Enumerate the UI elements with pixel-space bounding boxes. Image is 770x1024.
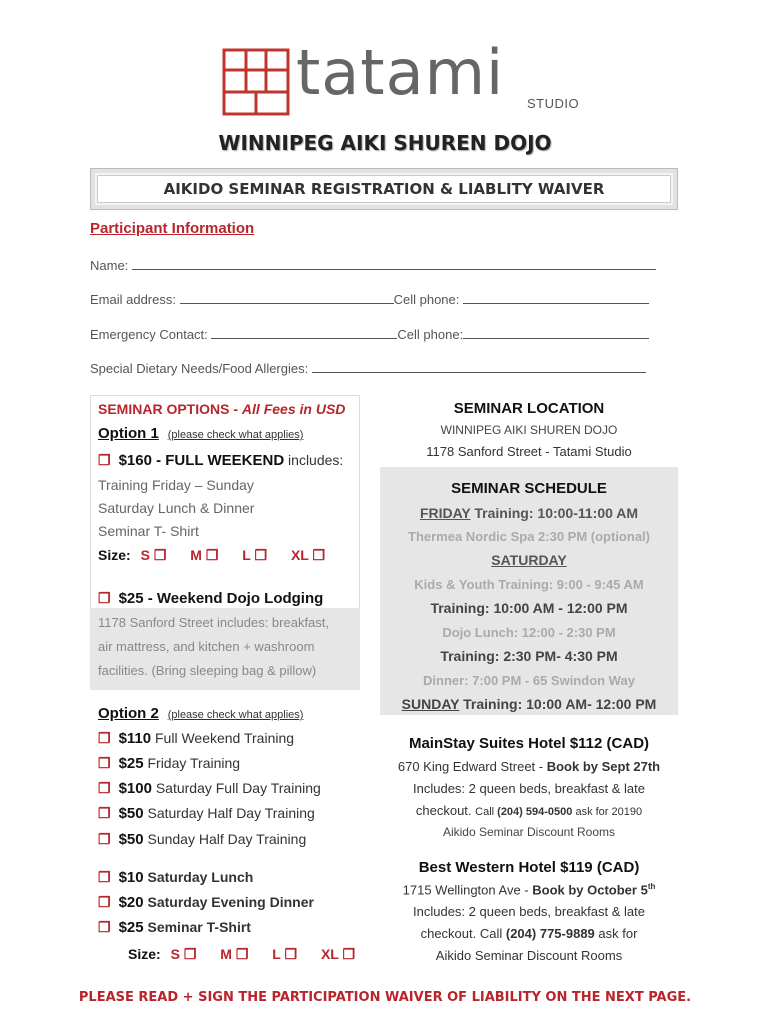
diet-line[interactable] xyxy=(312,361,646,373)
hotel-2-line3: Aikido Seminar Discount Rooms xyxy=(435,948,623,963)
size-xl[interactable]: XL ❒ xyxy=(320,946,356,962)
kids-training: Kids & Youth Training: 9:00 - 9:45 AM xyxy=(414,577,644,592)
option1-title: Option 1 (please check what applies) xyxy=(98,425,304,442)
dojo-title: WINNIPEG AIKI SHUREN DOJO xyxy=(218,131,552,155)
checkbox-icon[interactable]: ❒ xyxy=(98,452,111,468)
size-select-2: Size: S ❒ M ❒ L ❒ XL ❒ xyxy=(128,946,356,962)
option2-item[interactable]: ❒ $25 Friday Training xyxy=(98,755,241,772)
tatami-mat-icon xyxy=(222,48,290,116)
size-l[interactable]: L ❒ xyxy=(272,946,298,962)
hotel-1-line2: checkout. Call (204) 594-0500 ask for 20190 xyxy=(415,803,643,818)
form-title: AIKIDO SEMINAR REGISTRATION & LIABLITY WAIVER xyxy=(97,175,671,203)
emergency-label: Emergency Contact: xyxy=(90,327,208,342)
schedule-heading: SEMINAR SCHEDULE xyxy=(451,480,607,497)
extra-item[interactable]: ❒ $10 Saturday Lunch xyxy=(98,869,254,886)
hotel-1-line1: Includes: 2 queen beds, breakfast & late xyxy=(413,781,645,796)
hotel-2-name: Best Western Hotel $119 (CAD) xyxy=(418,859,640,876)
name-line[interactable] xyxy=(132,258,656,270)
emergency-row xyxy=(90,327,649,342)
checkbox-icon[interactable]: ❒ xyxy=(98,805,111,821)
seminar-options xyxy=(90,395,360,985)
option2-item[interactable]: ❒ $50 Sunday Half Day Training xyxy=(98,831,307,848)
options-heading: SEMINAR OPTIONS - All Fees in USD xyxy=(98,401,346,417)
cell-label-2: Cell phone: xyxy=(397,327,464,342)
checkbox-icon[interactable]: ❒ xyxy=(98,831,111,847)
diet-label: Special Dietary Needs/Food Allergies: xyxy=(90,361,309,376)
location-address: 1178 Sanford Street - Tatami Studio xyxy=(426,444,632,459)
tatami-logo xyxy=(222,36,592,118)
emergency-line[interactable] xyxy=(211,327,397,339)
lodging-option[interactable]: ❒ $25 - Weekend Dojo Lodging xyxy=(98,590,324,607)
seminar-info xyxy=(380,395,678,985)
location-name: WINNIPEG AIKI SHUREN DOJO xyxy=(440,423,618,437)
hotel-1-line3: Aikido Seminar Discount Rooms xyxy=(442,825,616,839)
option2-item[interactable]: ❒ $110 Full Weekend Training xyxy=(98,730,295,747)
hotel-2-line2: checkout. Call (204) 775-9889 ask for xyxy=(420,926,638,941)
size-xl[interactable]: XL ❒ xyxy=(290,547,326,563)
hotel-1-address: 670 King Edward Street - Book by Sept 27th xyxy=(397,759,661,774)
size-s[interactable]: S ❒ xyxy=(170,946,197,962)
spa-item: Thermea Nordic Spa 2:30 PM (optional) xyxy=(408,529,650,544)
option2-item[interactable]: ❒ $100 Saturday Full Day Training xyxy=(98,780,321,797)
size-m[interactable]: M ❒ xyxy=(220,946,249,962)
diet-row xyxy=(90,361,646,376)
checkbox-icon[interactable]: ❒ xyxy=(98,894,111,910)
name-label: Name: xyxy=(90,258,129,273)
logo-studio: STUDIO xyxy=(527,96,580,111)
extra-item[interactable]: ❒ $25 Seminar T-Shirt xyxy=(98,919,251,936)
email-line[interactable] xyxy=(180,292,394,304)
name-field[interactable] xyxy=(90,258,656,273)
option2-item[interactable]: ❒ $50 Saturday Half Day Training xyxy=(98,805,315,822)
size-select-1: Size: S ❒ M ❒ L ❒ XL ❒ xyxy=(98,547,326,563)
checkbox-icon[interactable]: ❒ xyxy=(98,730,111,746)
lodging-line: facilities. (Bring sleeping bag & pillow) xyxy=(98,663,317,678)
checkbox-icon[interactable]: ❒ xyxy=(98,919,111,935)
size-m[interactable]: M ❒ xyxy=(190,547,219,563)
logo-wordmark: tatami xyxy=(296,36,505,109)
lodging-line: 1178 Sanford Street includes: breakfast, xyxy=(98,615,330,630)
cell-label: Cell phone: xyxy=(393,292,460,307)
include-item: Saturday Lunch & Dinner xyxy=(98,500,255,516)
include-item: Training Friday – Sunday xyxy=(98,477,254,493)
checkbox-icon[interactable]: ❒ xyxy=(98,869,111,885)
extra-item[interactable]: ❒ $20 Saturday Evening Dinner xyxy=(98,894,314,911)
checkbox-icon[interactable]: ❒ xyxy=(98,780,111,796)
cell-line-2[interactable] xyxy=(463,327,649,339)
lodging-line: air mattress, and kitchen + washroom xyxy=(98,639,315,654)
location-heading: SEMINAR LOCATION xyxy=(453,400,605,417)
size-l[interactable]: L ❒ xyxy=(242,547,268,563)
saturday-training-2: Training: 2:30 PM- 4:30 PM xyxy=(440,648,618,664)
hotel-2-line1: Includes: 2 queen beds, breakfast & late xyxy=(413,904,645,919)
participant-heading: Participant Information xyxy=(90,220,255,237)
cell-line[interactable] xyxy=(463,292,649,304)
saturday-training-1: Training: 10:00 AM - 12:00 PM xyxy=(430,600,628,616)
sunday-training: SUNDAY Training: 10:00 AM- 12:00 PM xyxy=(401,696,657,712)
checkbox-icon[interactable]: ❒ xyxy=(98,755,111,771)
email-row xyxy=(90,292,649,307)
full-weekend-option[interactable]: ❒ $160 - FULL WEEKEND includes: xyxy=(98,452,344,469)
dojo-lunch: Dojo Lunch: 12:00 - 2:30 PM xyxy=(442,625,616,640)
form-banner xyxy=(90,168,678,210)
hotel-1-name: MainStay Suites Hotel $112 (CAD) xyxy=(408,735,650,752)
checkbox-icon[interactable]: ❒ xyxy=(98,590,111,606)
saturday-heading: SATURDAY xyxy=(491,552,567,568)
hotel-2-address: 1715 Wellington Ave - Book by October 5th xyxy=(402,882,656,898)
option2-title: Option 2 (please check what applies) xyxy=(98,705,304,722)
include-item: Seminar T- Shirt xyxy=(98,523,199,539)
email-label: Email address: xyxy=(90,292,176,307)
friday-training: FRIDAY Training: 10:00-11:00 AM xyxy=(419,505,639,521)
waiver-notice: PLEASE READ + SIGN THE PARTICIPATION WAIVER OF LIABILITY ON THE NEXT PAGE. xyxy=(78,990,692,1005)
size-s[interactable]: S ❒ xyxy=(140,547,167,563)
dinner-item: Dinner: 7:00 PM - 65 Swindon Way xyxy=(423,673,635,688)
